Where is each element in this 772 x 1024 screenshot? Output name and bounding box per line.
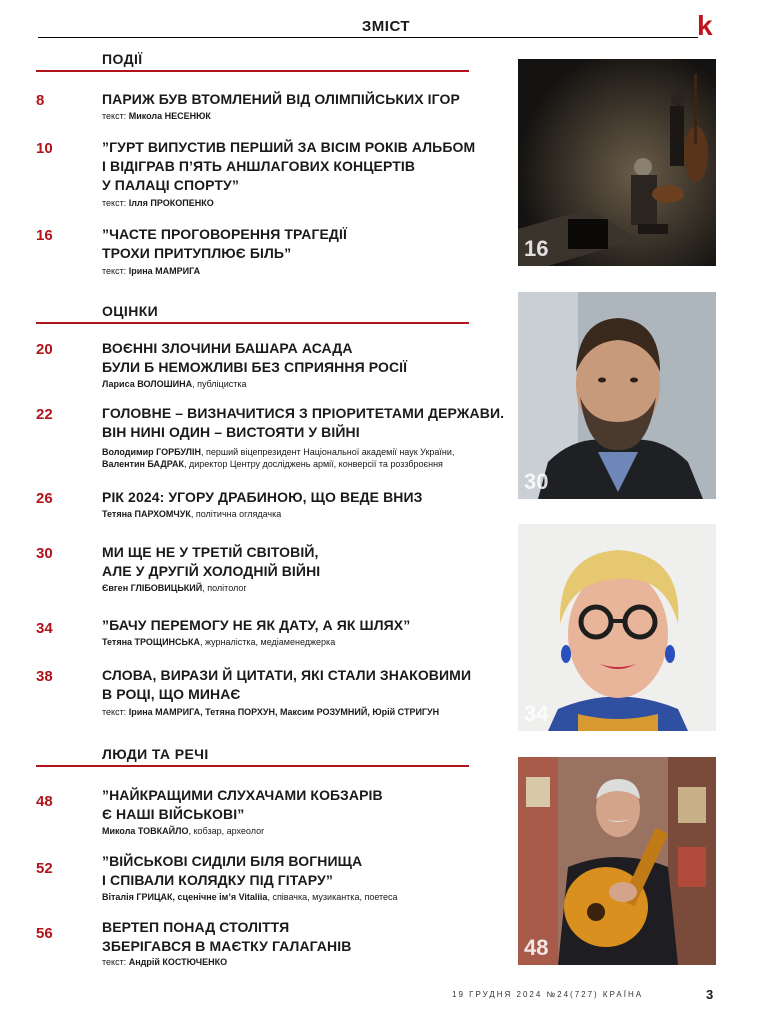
portrait-man-illustration <box>518 292 716 499</box>
article-author: Тетяна ТРОЩИНСЬКА, журналістка, медіаменеджерка <box>102 637 336 647</box>
section-divider <box>36 765 469 767</box>
article-link[interactable] <box>102 786 482 824</box>
article-author: Євген ГЛІБОВИЦЬКИЙ, політолог <box>102 583 247 593</box>
photo-portrait-woman[interactable] <box>518 524 716 731</box>
article-link[interactable] <box>102 918 482 956</box>
article-title-line: СЛОВА, ВИРАЗИ Й ЦИТАТИ, ЯКІ СТАЛИ ЗНАКОВИМИ <box>102 667 472 683</box>
article-link[interactable] <box>102 616 482 635</box>
page-number: 38 <box>36 668 53 685</box>
article-link[interactable] <box>102 488 482 507</box>
photo-page-number: 16 <box>524 236 549 261</box>
section-divider <box>36 70 469 72</box>
article-link[interactable] <box>102 852 482 890</box>
article-title-line: АЛЕ У ДРУГІЙ ХОЛОДНІЙ ВІЙНІ <box>102 563 321 579</box>
article-title-line: ВІН НИНІ ОДИН – ВИСТОЯТИ У ВІЙНІ <box>102 424 360 440</box>
article-title-line: ГОЛОВНЕ – ВИЗНАЧИТИСЯ З ПРІОРИТЕТАМИ ДЕРЖАВИ. <box>102 405 505 421</box>
magazine-logo: k <box>697 10 713 41</box>
article-title-line: ”ВІЙСЬКОВІ СИДІЛИ БІЛЯ ВОГНИЩА <box>102 853 363 869</box>
page-number: 30 <box>36 545 53 562</box>
photo-page-number: 34 <box>524 701 549 726</box>
article-title-line: МИ ЩЕ НЕ У ТРЕТІЙ СВІТОВІЙ, <box>102 544 319 560</box>
article-title-line: Є НАШІ ВІЙСЬКОВІ” <box>102 806 245 822</box>
page-number: 10 <box>36 140 53 157</box>
photo-page-number: 48 <box>524 935 549 960</box>
article-link[interactable] <box>102 404 512 442</box>
page-number: 56 <box>36 925 53 942</box>
article-author: Володимир ГОРБУЛІН, перший віцепрезидент Національної академії наук України, Валентин БАДРАК, директор Центру досліджень армії, конверсії та роззброєння <box>102 447 455 469</box>
concert-illustration <box>518 59 716 266</box>
article-title-line: ”ЧАСТЕ ПРОГОВОРЕННЯ ТРАГЕДІЇ <box>102 226 347 242</box>
photo-kobza-player[interactable] <box>518 757 716 965</box>
article-link[interactable] <box>102 138 502 195</box>
article-title-line: І СПІВАЛИ КОЛЯДКУ ПІД ГІТАРУ” <box>102 872 333 888</box>
article-author: текст: Ірина МАМРИГА <box>102 266 201 276</box>
page-number: 34 <box>36 620 53 637</box>
section-divider <box>36 322 469 324</box>
article-title-line: У ПАЛАЦІ СПОРТУ” <box>102 177 239 193</box>
page-number: 16 <box>36 227 53 244</box>
photo-portrait-man[interactable] <box>518 292 716 499</box>
article-title-line: ”НАЙКРАЩИМИ СЛУХАЧАМИ КОБЗАРІВ <box>102 787 383 803</box>
article-author: Тетяна ПАРХОМЧУК, політична оглядачка <box>102 509 282 519</box>
article-link[interactable] <box>102 543 482 581</box>
page-number: 8 <box>36 92 45 109</box>
page-number: 48 <box>36 793 53 810</box>
article-title-line: БУЛИ Б НЕМОЖЛИВІ БЕЗ СПРИЯННЯ РОСІЇ <box>102 359 408 375</box>
article-link[interactable] <box>102 666 502 704</box>
article-author: текст: Микола НЕСЕНЮК <box>102 111 211 121</box>
toc-title: ЗМІСТ <box>361 18 411 35</box>
article-title-line: ВОЄННІ ЗЛОЧИНИ БАШАРА АСАДА <box>102 340 353 356</box>
section-title-events: ПОДІЇ <box>102 51 143 67</box>
article-title-line: ”ГУРТ ВИПУСТИВ ПЕРШИЙ ЗА ВІСІМ РОКІВ АЛЬБОМ <box>102 139 476 155</box>
photo-page-number: 30 <box>524 469 549 494</box>
article-link[interactable] <box>102 339 482 377</box>
page-number: 26 <box>36 490 53 507</box>
article-author: Микола ТОВКАЙЛО, кобзар, археолог <box>102 826 265 836</box>
article-author: текст: Ірина МАМРИГА, Тетяна ПОРХУН, Максим РОЗУМНИЙ, Юрій СТРИГУН <box>102 707 440 717</box>
article-title-line: І ВІДІГРАВ П’ЯТЬ АНШЛАГОВИХ КОНЦЕРТІВ <box>102 158 416 174</box>
issue-info: 19 ГРУДНЯ 2024 №24(727) КРАЇНА <box>452 990 644 999</box>
header-divider <box>38 37 698 38</box>
article-author: Лариса ВОЛОШИНА, публіцистка <box>102 379 247 389</box>
article-title-line: ПАРИЖ БУВ ВТОМЛЕНИЙ ВІД ОЛІМПІЙСЬКИХ ІГОР <box>102 91 460 107</box>
article-title-line: ЗБЕРІГАВСЯ В МАЄТКУ ГАЛАГАНІВ <box>102 938 352 954</box>
article-title-line: ”БАЧУ ПЕРЕМОГУ НЕ ЯК ДАТУ, А ЯК ШЛЯХ” <box>102 617 411 633</box>
photo-concert[interactable] <box>518 59 716 266</box>
article-link[interactable] <box>102 90 482 109</box>
article-title-line: ТРОХИ ПРИТУПЛЮЄ БІЛЬ” <box>102 245 292 261</box>
article-title-line: РІК 2024: УГОРУ ДРАБИНОЮ, ЩО ВЕДЕ ВНИЗ <box>102 489 423 505</box>
article-link[interactable] <box>102 225 482 263</box>
article-author: текст: Андрій КОСТЮЧЕНКО <box>102 957 228 967</box>
page-number-footer: 3 <box>706 987 714 1002</box>
kobza-player-illustration <box>518 757 716 965</box>
page-number: 52 <box>36 860 53 877</box>
article-author: текст: Ілля ПРОКОПЕНКО <box>102 198 214 208</box>
page-number: 22 <box>36 406 53 423</box>
article-title-line: В РОЦІ, ЩО МИНАЄ <box>102 686 241 702</box>
page-number: 20 <box>36 341 53 358</box>
section-title-assessments: ОЦІНКИ <box>102 303 159 319</box>
portrait-woman-illustration <box>518 524 716 731</box>
article-author: Віталія ГРИЦАК, сценічне ім’я Vitaliia, співачка, музикантка, поетеса <box>102 892 398 902</box>
section-title-people: ЛЮДИ ТА РЕЧІ <box>102 746 209 762</box>
article-title-line: ВЕРТЕП ПОНАД СТОЛІТТЯ <box>102 919 290 935</box>
